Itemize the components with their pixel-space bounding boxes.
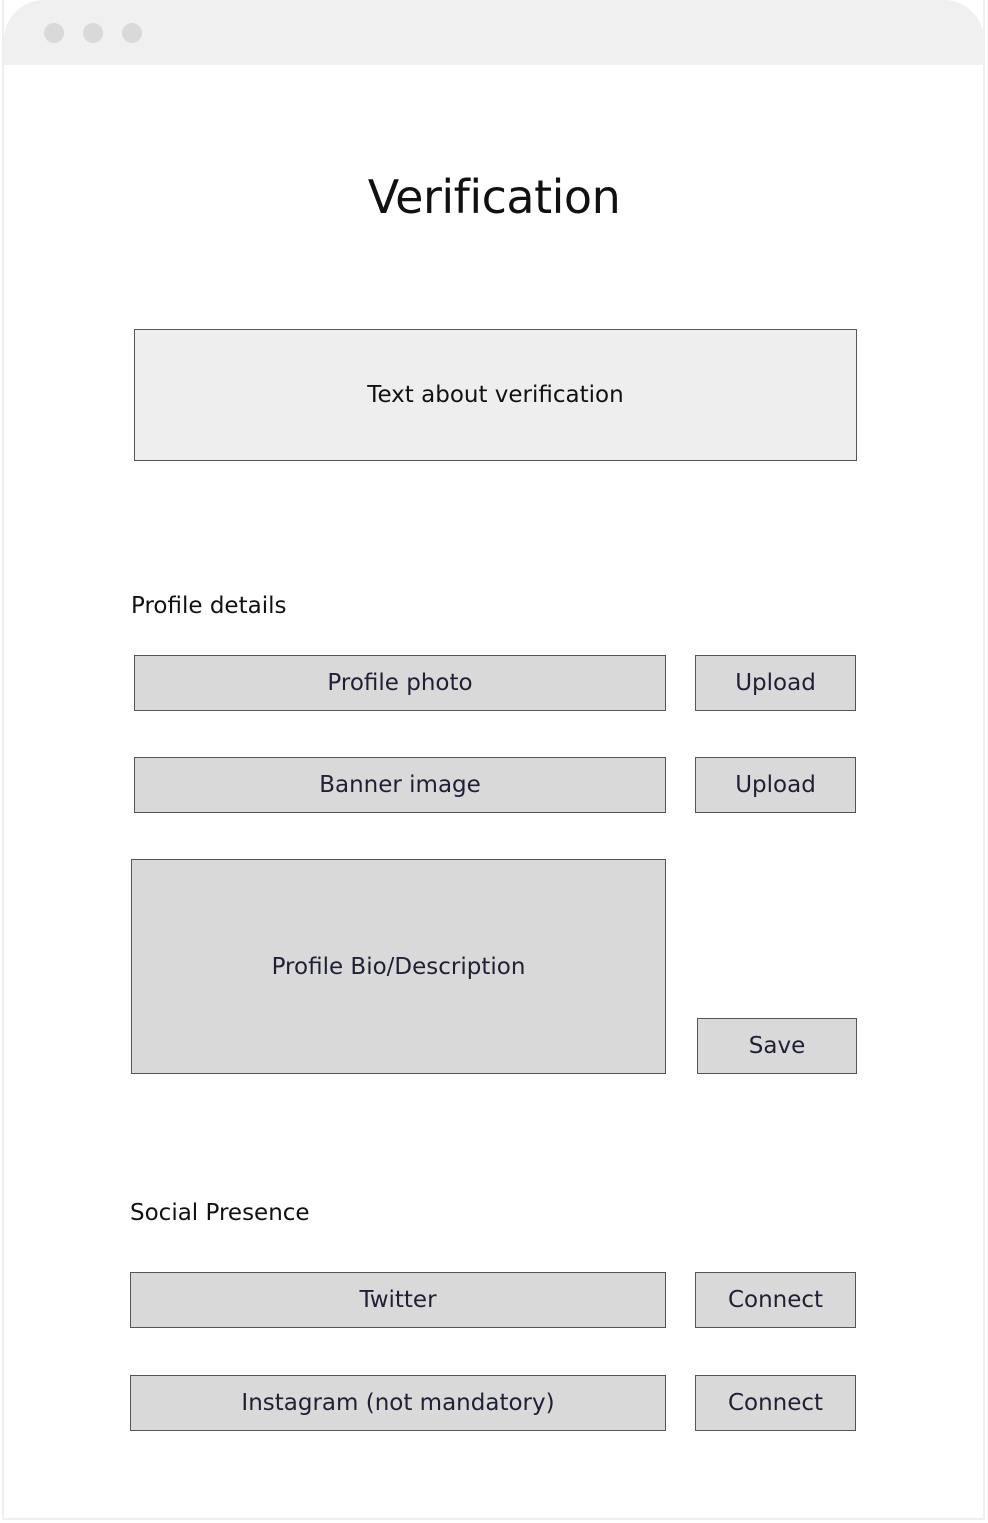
profile-bio-textarea[interactable]: Profile Bio/Description <box>131 859 666 1074</box>
page-title: Verification <box>367 170 621 224</box>
upload-banner-image-button[interactable]: Upload <box>695 757 856 813</box>
profile-details-heading: Profile details <box>131 593 287 619</box>
profile-photo-field[interactable]: Profile photo <box>134 655 666 711</box>
save-button[interactable]: Save <box>697 1018 857 1074</box>
banner-image-field[interactable]: Banner image <box>134 757 666 813</box>
connect-instagram-button[interactable]: Connect <box>695 1375 856 1431</box>
upload-profile-photo-button[interactable]: Upload <box>695 655 856 711</box>
connect-twitter-button[interactable]: Connect <box>695 1272 856 1328</box>
twitter-field[interactable]: Twitter <box>130 1272 666 1328</box>
window-titlebar <box>4 0 984 65</box>
minimize-window-dot[interactable] <box>83 23 103 43</box>
instagram-field[interactable]: Instagram (not mandatory) <box>130 1375 666 1431</box>
social-presence-heading: Social Presence <box>130 1200 310 1226</box>
close-window-dot[interactable] <box>44 23 64 43</box>
verification-info-box: Text about verification <box>134 329 857 461</box>
maximize-window-dot[interactable] <box>122 23 142 43</box>
